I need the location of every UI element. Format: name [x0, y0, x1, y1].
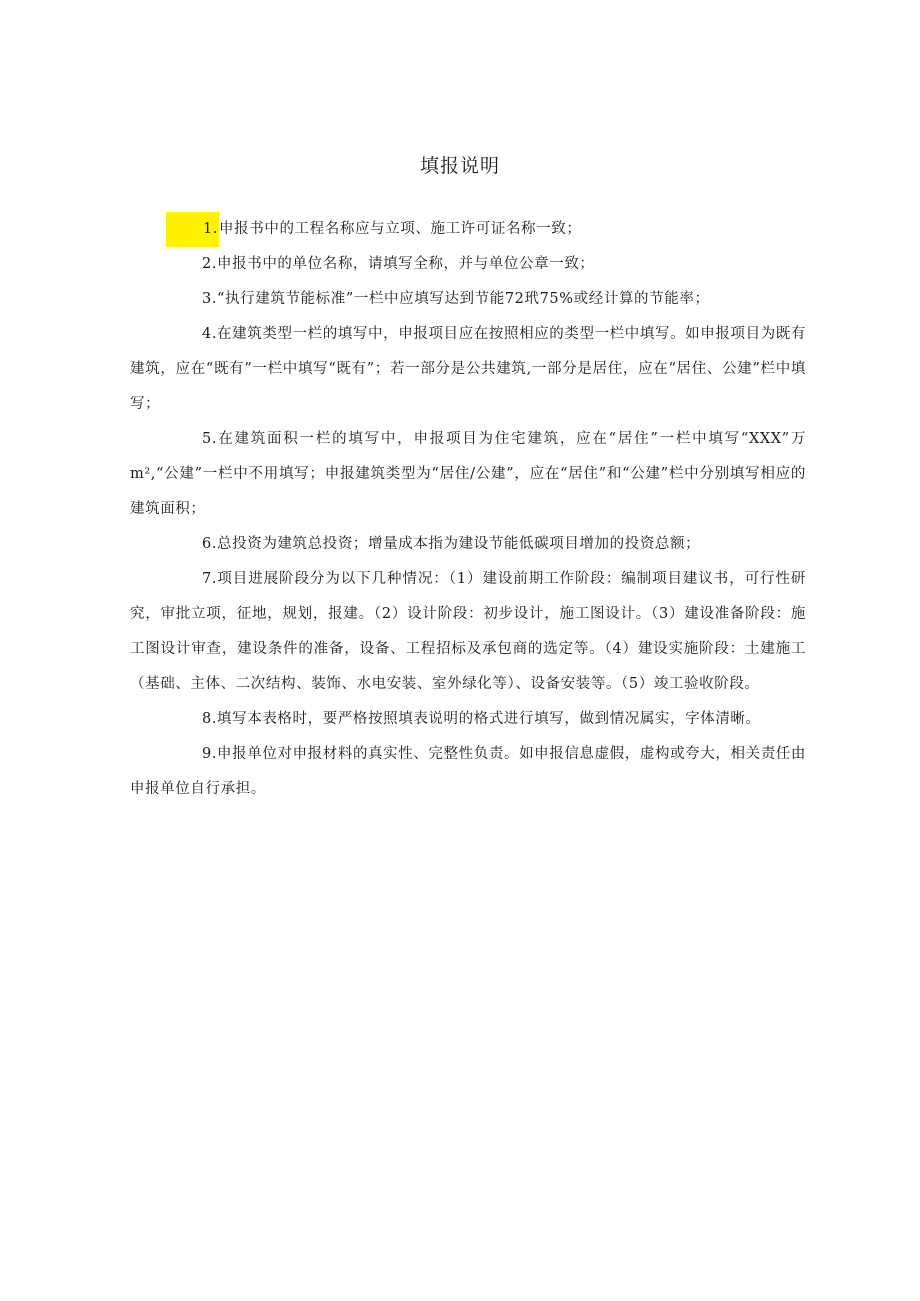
item-number: 4 — [202, 326, 212, 342]
instruction-item-1 — [130, 212, 806, 247]
item-number: 1. — [166, 212, 219, 247]
item-number: 8 — [202, 711, 212, 727]
item-number: 3 — [202, 291, 212, 307]
item-number: 2 — [202, 256, 212, 272]
instruction-item-9 — [130, 737, 806, 807]
item-number: 6 — [202, 536, 212, 552]
item-number: 9 — [202, 746, 212, 762]
item-text: 申报书中的工程名称应与立项、施工许可证名称一致； — [219, 221, 582, 237]
instruction-item-7 — [130, 562, 806, 702]
item-text: .总投资为建筑总投资；增量成本指为建设节能低碳项目增加的投资总额； — [211, 536, 701, 552]
instructions-list — [130, 212, 806, 807]
instruction-item-2 — [130, 247, 806, 282]
item-number: 5 — [202, 431, 212, 447]
item-text: .项目进展阶段分为以下几种情况：（1）建设前期工作阶段：编制项目建议书，可行性研究，审批立项，征地，规划，报建。（2）设计阶段：初步设计，施工图设计。（3）建设准备阶段：施工图设计审查，建设条件的准备，设备、工程招标及承包商的选定等。（4）建设实施阶段：土建施工（基础、主体、二次结构、装饰、水电安装、室外绿化等）、设备安装等。（5）竣工验收阶段。 — [130, 571, 806, 692]
instruction-item-3 — [130, 282, 806, 317]
instruction-item-8 — [130, 702, 806, 737]
item-text: .“执行建筑节能标准”一栏中应填写达到节能72玳75%或经计算的节能率； — [211, 291, 710, 307]
item-text: .填写本表格时，要严格按照填表说明的格式进行填写，做到情况属实，字体清晰。 — [211, 711, 761, 727]
instruction-item-4 — [130, 317, 806, 422]
item-text: .申报单位对申报材料的真实性、完整性负责。如申报信息虚假，虚构或夸大，相关责任由申报单位自行承担。 — [130, 746, 806, 797]
document-title: 填报说明 — [419, 155, 500, 177]
instruction-item-6 — [130, 527, 806, 562]
item-number: 7 — [202, 571, 212, 587]
item-text: .申报书中的单位名称，请填写全称，并与单位公章一致； — [211, 256, 595, 272]
item-text: .在建筑类型一栏的填写中，申报项目应在按照相应的类型一栏中填写。如申报项目为既有建筑，应在“既有”一栏中填写“既有”；若一部分是公共建筑,一部分是居住，应在“居住、公建”栏中填写； — [130, 326, 806, 412]
item-text: .在建筑面积一栏的填写中，申报项目为住宅建筑，应在“居住”一栏中填写“XXX”万m²,“公建”一栏中不用填写；申报建筑类型为“居住/公建”，应在“居住”和“公建”栏中分别填写相应的建筑面积； — [130, 431, 806, 517]
instruction-item-5 — [130, 422, 806, 527]
